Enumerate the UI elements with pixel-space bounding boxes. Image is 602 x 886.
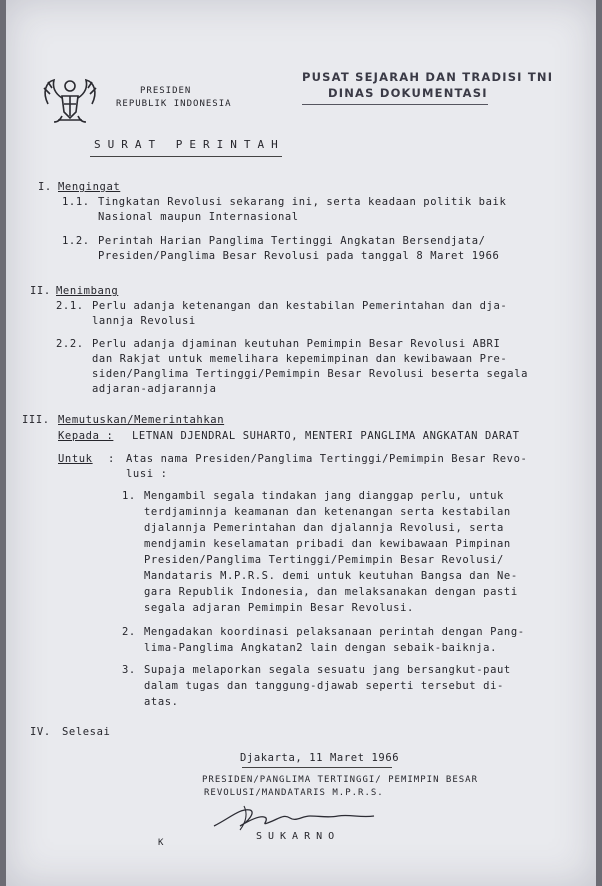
signature-icon	[210, 800, 380, 834]
item-1-2-line: Perintah Harian Panglima Tertinggi Angkatan Bersendjata/	[98, 235, 486, 247]
item-2-2-line: adjaran-adjarannja	[92, 383, 217, 395]
role-line-2: REVOLUSI/MANDATARIS M.P.R.S.	[204, 788, 384, 798]
item-3-1-line: Mengambil segala tindakan jang dianggap perlu, untuk	[144, 490, 504, 502]
item-3-1-line: mendjamin keselamatan pribadi dan kewibawaan Pimpinan	[144, 538, 511, 550]
item-3-3-num: 3.	[122, 664, 136, 676]
item-2-1-line: Perlu adanja ketenangan dan kestabilan Pemerintahan dan dja-	[92, 300, 508, 312]
item-3-2-line: Mengadakan koordinasi pelaksanaan perintah dengan Pang-	[144, 626, 525, 638]
place-date: Djakarta, 11 Maret 1966	[240, 752, 400, 764]
kepada-label: Kepada :	[58, 430, 114, 442]
section-3-heading: Memutuskan/Memerintahkan	[58, 414, 225, 426]
item-3-1-line: segala adjaran Pemimpin Besar Revolusi.	[144, 602, 414, 614]
header-presiden: PRESIDEN	[140, 86, 192, 96]
untuk-line: Atas nama Presiden/Panglima Tertinggi/Pemimpin Besar Revo-	[126, 453, 528, 465]
title-underline	[90, 156, 282, 157]
untuk-colon: :	[108, 453, 115, 465]
item-3-3-line: dalam tugas dan tanggung-djawab seperti tersebut di-	[144, 680, 504, 692]
garuda-emblem-icon	[40, 74, 100, 126]
item-3-1-line: Presiden/Panglima Tertinggi/Pemimpin Besar Revolusi/	[144, 554, 504, 566]
section-2-heading: Menimbang	[56, 285, 119, 297]
signatory-name: SUKARNO	[256, 831, 341, 842]
item-2-2-line: dan Rakjat untuk memelihara kepemimpinan dan kewibawaan Pre-	[92, 353, 508, 365]
item-2-2-num: 2.2.	[56, 338, 84, 350]
item-3-1-num: 1.	[122, 490, 136, 502]
item-1-2-line: Presiden/Panglima Besar Revolusi pada tanggal 8 Maret 1966	[98, 250, 500, 262]
item-2-1-num: 2.1.	[56, 300, 84, 312]
date-underline	[242, 767, 392, 768]
item-3-2-num: 2.	[122, 626, 136, 638]
item-3-3-line: Supaja melaporkan segala sesuatu jang bersangkut-paut	[144, 664, 511, 676]
header-republik: REPUBLIK INDONESIA	[116, 99, 232, 109]
item-3-1-line: gara Republik Indonesia, dan melaksanakan dengan pasti	[144, 586, 518, 598]
item-1-2-num: 1.2.	[62, 235, 90, 247]
section-1-heading: Mengingat	[58, 181, 121, 193]
section-4-num: IV.	[30, 726, 51, 738]
item-3-1-line: djalannja Pemerintahan dan djalannja Revolusi, serta	[144, 522, 504, 534]
item-2-1-line: lannja Revolusi	[92, 315, 196, 327]
document-page	[6, 0, 596, 886]
section-1-num: I.	[38, 181, 52, 193]
item-3-1-line: terdjaminnja keamanan dan ketenangan serta kestabilan	[144, 506, 511, 518]
section-2-num: II.	[30, 285, 51, 297]
item-3-3-line: atas.	[144, 696, 179, 708]
role-line-1: PRESIDEN/PANGLIMA TERTINGGI/ PEMIMPIN BESAR	[202, 775, 478, 785]
item-1-1-line: Nasional maupun Internasional	[98, 211, 299, 223]
stamp-line-1: PUSAT SEJARAH DAN TRADISI TNI	[302, 70, 554, 84]
item-2-2-line: Perlu adanja djaminan keutuhan Pemimpin Besar Revolusi ABRI	[92, 338, 501, 350]
stamp-underline	[302, 104, 488, 105]
item-1-1-line: Tingkatan Revolusi sekarang ini, serta keadaan politik baik	[98, 196, 507, 208]
section-4-text: Selesai	[62, 726, 111, 738]
document-title: SURAT PERINTAH	[94, 138, 285, 151]
item-1-1-num: 1.1.	[62, 196, 90, 208]
untuk-line: lusi :	[126, 468, 168, 480]
stamp-line-2: DINAS DOKUMENTASI	[328, 86, 488, 100]
item-2-2-line: siden/Panglima Tertinggi/Pemimpin Besar Revolusi beserta segala	[92, 368, 529, 380]
kepada-text: LETNAN DJENDRAL SUHARTO, MENTERI PANGLIMA ANGKATAN DARAT	[132, 430, 520, 442]
untuk-label: Untuk	[58, 453, 93, 465]
item-3-1-line: Mandataris M.P.R.S. demi untuk keutuhan Bangsa dan Ne-	[144, 570, 518, 582]
section-3-num: III.	[22, 414, 50, 426]
item-3-2-line: lima-Panglima Angkatan2 lain dengan sebaik-baiknja.	[144, 642, 497, 654]
initial-mark: K	[158, 838, 165, 848]
